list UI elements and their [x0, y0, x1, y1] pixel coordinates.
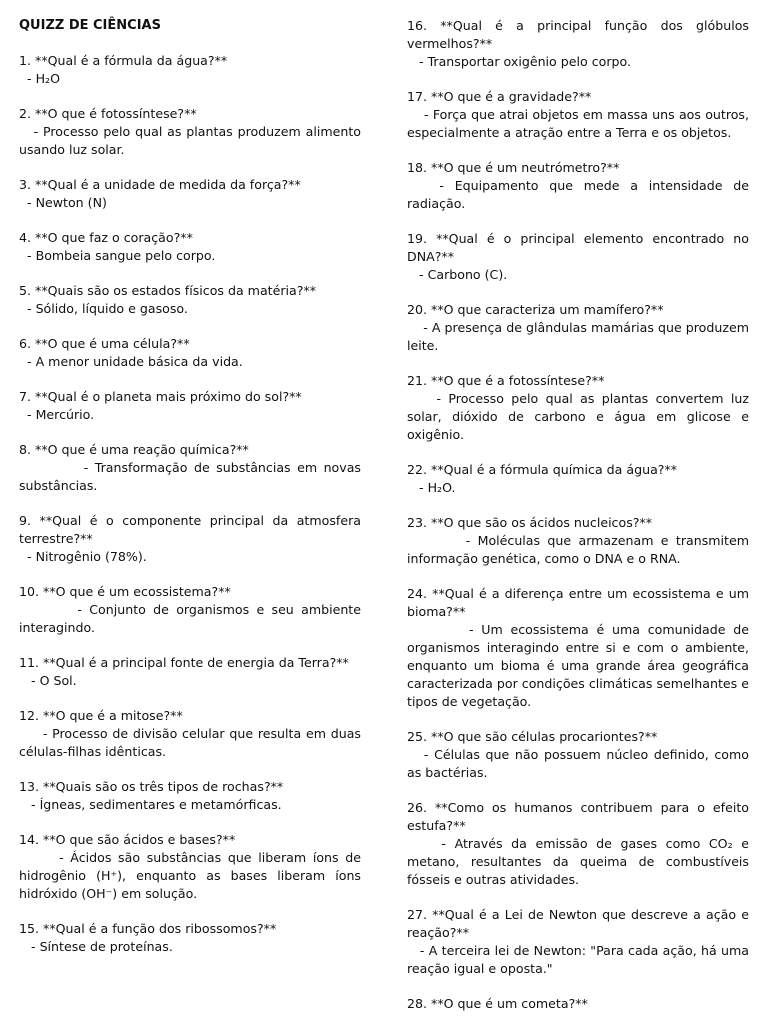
question-text: 27. **Qual é a Lei de Newton que descreve a ação e reação?**	[407, 907, 749, 940]
answer-text: - H₂O	[19, 71, 60, 86]
question-item	[407, 585, 754, 711]
question-text: 3. **Qual é a unidade de medida da força?**	[19, 177, 301, 192]
question-item	[19, 388, 361, 424]
question-item	[19, 831, 366, 903]
question-text: 28. **O que é um cometa?**	[407, 996, 588, 1011]
question-text: 14. **O que são ácidos e bases?**	[19, 832, 236, 847]
question-item	[19, 778, 361, 814]
question-text: 24. **Qual é a diferença entre um ecossistema e um bioma?**	[407, 586, 749, 619]
answer-text: - Sólido, líquido e gasoso.	[19, 301, 188, 316]
answer-text: - Bombeia sangue pelo corpo.	[19, 248, 216, 263]
question-item	[19, 52, 361, 88]
question-item	[19, 707, 366, 761]
answer-text: - A menor unidade básica da vida.	[19, 354, 243, 369]
answer-text: - Através da emissão de gases como CO₂ e metano, resultantes da queima de combustíveis fósseis e outras atividades.	[407, 836, 754, 887]
question-item	[19, 583, 366, 637]
question-text: 25. **O que são células procariontes?**	[407, 729, 658, 744]
question-text: 9. **Qual é o componente principal da atmosfera terrestre?**	[19, 513, 361, 546]
answer-text: - Ácidos são substâncias que liberam íons de hidrogênio (H⁺), enquanto as bases liberam íons hidróxido (OH⁻) em solução.	[19, 850, 366, 901]
question-list-right	[407, 17, 754, 1013]
question-text: 26. **Como os humanos contribuem para o efeito estufa?**	[407, 800, 749, 833]
question-item	[19, 105, 366, 159]
answer-text: - Transformação de substâncias em novas substâncias.	[19, 460, 365, 493]
question-list-left	[19, 52, 366, 956]
answer-text: - Células que não possuem núcleo definido, como as bactérias.	[407, 747, 754, 780]
question-text: 4. **O que faz o coração?**	[19, 230, 193, 245]
question-text: 10. **O que é um ecossistema?**	[19, 584, 231, 599]
question-text: 19. **Qual é o principal elemento encontrado no DNA?**	[407, 231, 749, 264]
question-item	[407, 728, 754, 782]
left-column	[19, 17, 366, 973]
answer-text: - Newton (N)	[19, 195, 107, 210]
answer-text: - Transportar oxigênio pelo corpo.	[407, 54, 631, 69]
answer-text: - Moléculas que armazenam e transmitem informação genética, como o DNA e o RNA.	[407, 533, 754, 566]
question-text: 7. **Qual é o planeta mais próximo do sol?**	[19, 389, 302, 404]
question-item	[407, 514, 754, 568]
answer-text: - H₂O.	[407, 480, 456, 495]
question-text: 18. **O que é um neutrómetro?**	[407, 160, 620, 175]
question-item	[407, 301, 754, 355]
question-text: 8. **O que é uma reação química?**	[19, 442, 249, 457]
question-item	[19, 176, 361, 212]
answer-text: - Equipamento que mede a intensidade de radiação.	[407, 178, 754, 211]
question-item	[19, 441, 365, 495]
answer-text: - Nitrogênio (78%).	[19, 549, 147, 564]
answer-text: - Processo pelo qual as plantas produzem alimento usando luz solar.	[19, 124, 366, 157]
question-text: 12. **O que é a mitose?**	[19, 708, 183, 723]
question-text: 2. **O que é fotossíntese?**	[19, 106, 197, 121]
answer-text: - Ígneas, sedimentares e metamórficas.	[19, 797, 282, 812]
question-text: 11. **Qual é a principal fonte de energia da Terra?**	[19, 655, 349, 670]
question-item	[407, 461, 749, 497]
question-text: 6. **O que é uma célula?**	[19, 336, 190, 351]
question-item	[407, 88, 754, 142]
answer-text: - Processo pelo qual as plantas convertem luz solar, dióxido de carbono e água em glicose e oxigênio.	[407, 391, 754, 442]
question-text: 21. **O que é a fotossíntese?**	[407, 373, 605, 388]
answer-text: - Conjunto de organismos e seu ambiente interagindo.	[19, 602, 366, 635]
question-text: 15. **Qual é a função dos ribossomos?**	[19, 921, 277, 936]
question-item	[19, 282, 361, 318]
question-text: 1. **Qual é a fórmula da água?**	[19, 53, 228, 68]
right-column	[407, 17, 754, 1030]
question-item	[407, 372, 754, 444]
answer-text: - O Sol.	[19, 673, 77, 688]
question-item	[19, 229, 361, 265]
answer-text: - A terceira lei de Newton: "Para cada ação, há uma reação igual e oposta."	[407, 943, 754, 976]
question-text: 22. **Qual é a fórmula química da água?**	[407, 462, 678, 477]
answer-text: - Mercúrio.	[19, 407, 95, 422]
answer-text: - Um ecossistema é uma comunidade de organismos interagindo entre si e com o ambiente, enquanto um bioma é uma grande área geográfica caracterizada por condições climáticas semelhantes e tipos de vegetação.	[407, 622, 754, 709]
question-text: 5. **Quais são os estados físicos da matéria?**	[19, 283, 317, 298]
answer-text: - Carbono (C).	[407, 267, 508, 282]
question-item	[407, 799, 754, 889]
question-text: 17. **O que é a gravidade?**	[407, 89, 592, 104]
question-item	[407, 17, 749, 71]
answer-text: - Síntese de proteínas.	[19, 939, 173, 954]
answer-text: - Processo de divisão celular que resulta em duas células-filhas idênticas.	[19, 726, 366, 759]
question-item	[407, 995, 749, 1013]
question-item	[19, 654, 361, 690]
question-text: 23. **O que são os ácidos nucleicos?**	[407, 515, 653, 530]
answer-text: - A presença de glândulas mamárias que produzem leite.	[407, 320, 754, 353]
question-item	[19, 335, 361, 371]
question-item	[407, 906, 754, 978]
question-item	[407, 230, 749, 284]
question-item	[19, 512, 361, 566]
question-item	[407, 159, 754, 213]
answer-text: - Força que atrai objetos em massa uns aos outros, especialmente a atração entre a Terra e os objetos.	[407, 107, 754, 140]
question-text: 20. **O que caracteriza um mamífero?**	[407, 302, 664, 317]
question-item	[19, 920, 361, 956]
question-text: 13. **Quais são os três tipos de rochas?**	[19, 779, 284, 794]
page-title: QUIZZ DE CIÊNCIAS	[19, 18, 161, 33]
question-text: 16. **Qual é a principal função dos glóbulos vermelhos?**	[407, 18, 749, 51]
